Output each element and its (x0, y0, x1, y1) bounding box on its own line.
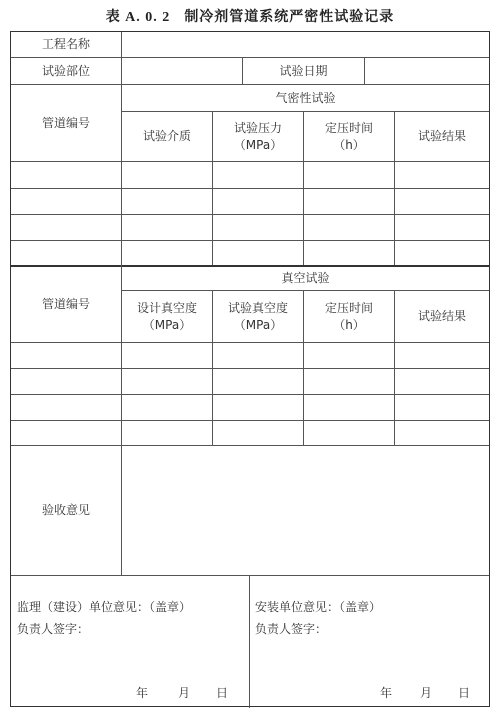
vac-data-cell[interactable] (122, 395, 212, 420)
air-col-hold-time-unit: （h） (333, 137, 365, 152)
vac-data-cell[interactable] (11, 421, 121, 445)
supervisor-opinion: 监理（建设）单位意见：（盖章） (17, 599, 192, 614)
vac-data-cell[interactable] (213, 343, 303, 368)
vac-data-cell[interactable] (395, 343, 489, 368)
air-data-cell[interactable] (122, 215, 212, 240)
air-data-cell[interactable] (304, 189, 394, 214)
air-data-cell[interactable] (11, 241, 121, 265)
vac-data-cell[interactable] (122, 369, 212, 394)
air-col-pressure (213, 112, 303, 161)
test-location-label: 试验部位 (41, 63, 90, 78)
vac-data-cell[interactable] (304, 395, 394, 420)
air-data-cell[interactable] (395, 162, 489, 188)
vac-data-cell[interactable] (122, 421, 212, 445)
vac-data-cell[interactable] (395, 395, 489, 420)
air-data-cell[interactable] (395, 215, 489, 240)
air-col-pressure-text: 试验压力 (233, 120, 282, 135)
air-data-cell[interactable] (304, 215, 394, 240)
air-pipe-no-label: 管道编号 (41, 115, 90, 130)
vac-data-cell[interactable] (11, 369, 121, 394)
air-col-result: 试验结果 (417, 129, 466, 143)
vac-col-hold-time-text: 定压时间 (324, 300, 373, 315)
air-data-cell[interactable] (213, 241, 303, 265)
vac-data-cell[interactable] (11, 395, 121, 420)
air-section-label: 气密性试验 (275, 90, 336, 105)
vac-data-cell[interactable] (213, 395, 303, 420)
vac-col-test-vacuum-text: 试验真空度 (227, 300, 288, 315)
air-data-cell[interactable] (122, 241, 212, 265)
air-col-pressure-unit: （MPa） (233, 137, 283, 152)
vac-col-test-vacuum-unit: （MPa） (233, 317, 283, 332)
project-name-field[interactable] (122, 32, 489, 57)
vac-data-cell[interactable] (304, 343, 394, 368)
test-location-field[interactable] (122, 58, 242, 84)
installer-month: 月 (420, 685, 433, 700)
air-col-medium: 试验介质 (142, 129, 191, 143)
air-data-cell[interactable] (11, 189, 121, 214)
vac-pipe-no-label: 管道编号 (41, 297, 90, 311)
test-date-label: 试验日期 (279, 63, 328, 78)
air-data-cell[interactable] (122, 189, 212, 214)
air-data-cell[interactable] (395, 189, 489, 214)
installer-day: 日 (458, 685, 471, 700)
project-name-label: 工程名称 (41, 37, 90, 51)
installer-signer: 负责人签字： (255, 621, 328, 636)
air-col-hold-time-text: 定压时间 (324, 120, 373, 135)
air-data-cell[interactable] (304, 241, 394, 265)
vac-col-design-vacuum (122, 291, 212, 342)
installer-year: 年 (380, 685, 393, 700)
air-data-cell[interactable] (213, 215, 303, 240)
vac-data-cell[interactable] (304, 369, 394, 394)
air-col-hold-time (304, 112, 394, 161)
vac-section-label: 真空试验 (281, 271, 330, 285)
supervisor-signer: 负责人签字： (17, 621, 90, 636)
vac-col-design-vacuum-text: 设计真空度 (136, 300, 197, 315)
test-date-field[interactable] (365, 58, 489, 84)
air-data-cell[interactable] (395, 241, 489, 265)
vac-col-hold-time (304, 291, 394, 342)
acceptance-field[interactable] (122, 446, 489, 575)
vac-col-hold-time-unit: （h） (333, 317, 365, 332)
form-title (0, 6, 500, 26)
vac-data-cell[interactable] (304, 421, 394, 445)
vac-col-test-vacuum (213, 291, 303, 342)
supervisor-month: 月 (178, 685, 191, 700)
air-data-cell[interactable] (122, 162, 212, 188)
vac-data-cell[interactable] (213, 369, 303, 394)
air-data-cell[interactable] (11, 215, 121, 240)
vac-data-cell[interactable] (395, 421, 489, 445)
air-data-cell[interactable] (213, 189, 303, 214)
installer-opinion: 安装单位意见：（盖章） (255, 599, 382, 614)
air-data-cell[interactable] (304, 162, 394, 188)
air-data-cell[interactable] (213, 162, 303, 188)
form-code: 表 A. 0. 2 (105, 10, 171, 25)
supervisor-day: 日 (216, 685, 229, 700)
vac-data-cell[interactable] (11, 343, 121, 368)
air-data-cell[interactable] (11, 162, 121, 188)
vac-col-result: 试验结果 (417, 309, 466, 323)
col-divider (249, 575, 250, 708)
acceptance-label: 验收意见 (41, 503, 90, 517)
row-divider (11, 575, 489, 576)
vac-data-cell[interactable] (213, 421, 303, 445)
form-table (10, 31, 490, 707)
vac-data-cell[interactable] (122, 343, 212, 368)
supervisor-year: 年 (136, 685, 149, 700)
vac-data-cell[interactable] (395, 369, 489, 394)
vac-col-design-vacuum-unit: （MPa） (142, 317, 192, 332)
form-title-text: 制冷剂管道系统严密性试验记录 (184, 9, 395, 25)
